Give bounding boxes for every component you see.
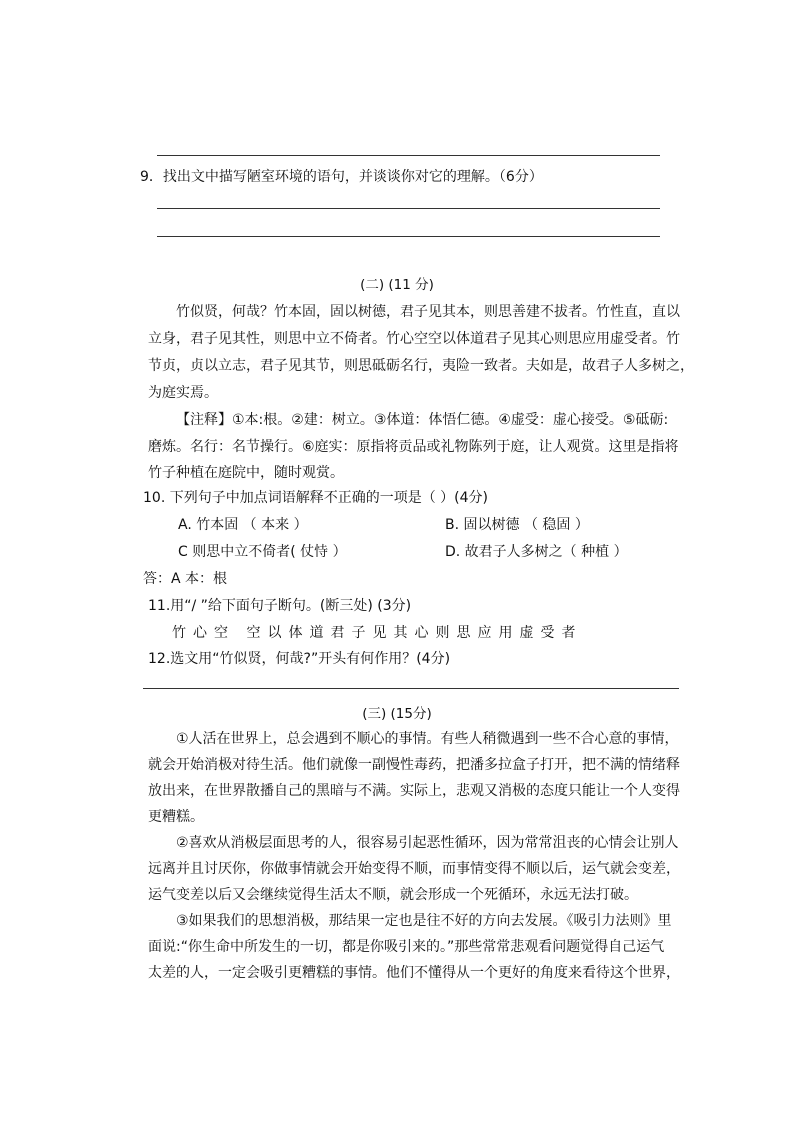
article-line-4: 更糟糕。 — [148, 809, 204, 825]
note-line-1: 【注释】①本:根。②建：树立。③体道：体悟仁德。④虚受：虚心接受。⑤砥砺: — [176, 412, 669, 428]
section-2-heading: (二) (11 分) — [360, 277, 434, 293]
passage-line-2: 立身，君子见其性，则思中立不倚者。竹心空空以体道君子见其心则思应用虚受者。竹 — [148, 331, 680, 347]
option-d: D. 故君子人多树之（ 种植 ） — [445, 544, 628, 560]
article-line-1: ①人活在世界上，总会遇到不顺心的事情。有些人稍微遇到一些不合心意的事情， — [176, 731, 679, 747]
section-3-heading: (三) (15分) — [362, 706, 432, 722]
question-11-sentence: 竹心空 空以体道君子见其心则思应用虚受者 — [172, 625, 583, 641]
article-line-9: 面说:“你生命中所发生的一切，都是你吸引来的。”那些常常悲观看问题觉得自己运气 — [148, 939, 665, 955]
option-b: B. 固以树德 （ 稳固 ） — [445, 517, 589, 533]
question-11: 11.用“/ ”给下面句子断句。(断三处) (3分) — [148, 598, 412, 614]
question-9: 9．找出文中描写陋室环境的语句，并谈谈你对它的理解。（6分） — [140, 169, 543, 185]
option-c: C 则思中立不倚者( 仗恃 ） — [178, 544, 347, 560]
note-line-3: 竹子种植在庭院中，随时观赏。 — [148, 465, 344, 481]
question-12: 12.选文用“竹似贤，何哉?”开头有何作用？(4分) — [148, 651, 451, 667]
section-divider — [143, 688, 679, 689]
article-line-3: 放出来，在世界散播自己的黑暗与不满。实际上，悲观又消极的态度只能让一个人变得 — [148, 783, 680, 799]
passage-line-4: 为庭实焉。 — [148, 385, 218, 401]
passage-line-3: 节贞，贞以立志，君子见其节，则思砥砺名行，夷险一致者。夫如是，故君子人多树之， — [148, 358, 694, 374]
article-line-7: 运气变差以后又会继续觉得生活太不顺，就会形成一个死循环，永远无法打破。 — [148, 887, 638, 903]
article-line-2: 就会开始消极对待生活。他们就像一副慢性毒药，把潘多拉盒子打开，把不满的情绪释 — [148, 757, 680, 773]
passage-line-1: 竹似贤，何哉？竹本固，固以树德，君子见其本，则思善建不拔者。竹性直，直以 — [176, 304, 680, 320]
article-line-6: 远离并且讨厌你，你做事情就会开始变得不顺，而事情变得不顺以后，运气就会变差， — [148, 861, 680, 877]
article-line-10: 太差的人，一定会吸引更糟糕的事情。他们不懂得从一个更好的角度来看待这个世界， — [148, 965, 680, 981]
article-line-8: ③如果我们的思想消极，那结果一定也是往不好的方向去发展。《吸引力法则》里 — [176, 913, 672, 929]
answer-line-9a — [157, 208, 660, 209]
answer-text: 答：A 本：根 — [143, 571, 228, 587]
article-line-5: ②喜欢从消极层面思考的人，很容易引起恶性循环，因为常常沮丧的心情会让别人 — [176, 835, 679, 851]
answer-line-top — [157, 155, 660, 156]
question-10: 10. 下列句子中加点词语解释不正确的一项是（ ）(4分) — [143, 490, 488, 506]
note-line-2: 磨炼。名行：名节操行。⑥庭实：原指将贡品或礼物陈列于庭，让人观赏。这里是指将 — [148, 439, 679, 455]
option-a: A. 竹本固 （ 本来 ） — [178, 517, 308, 533]
answer-line-9b — [157, 236, 660, 237]
